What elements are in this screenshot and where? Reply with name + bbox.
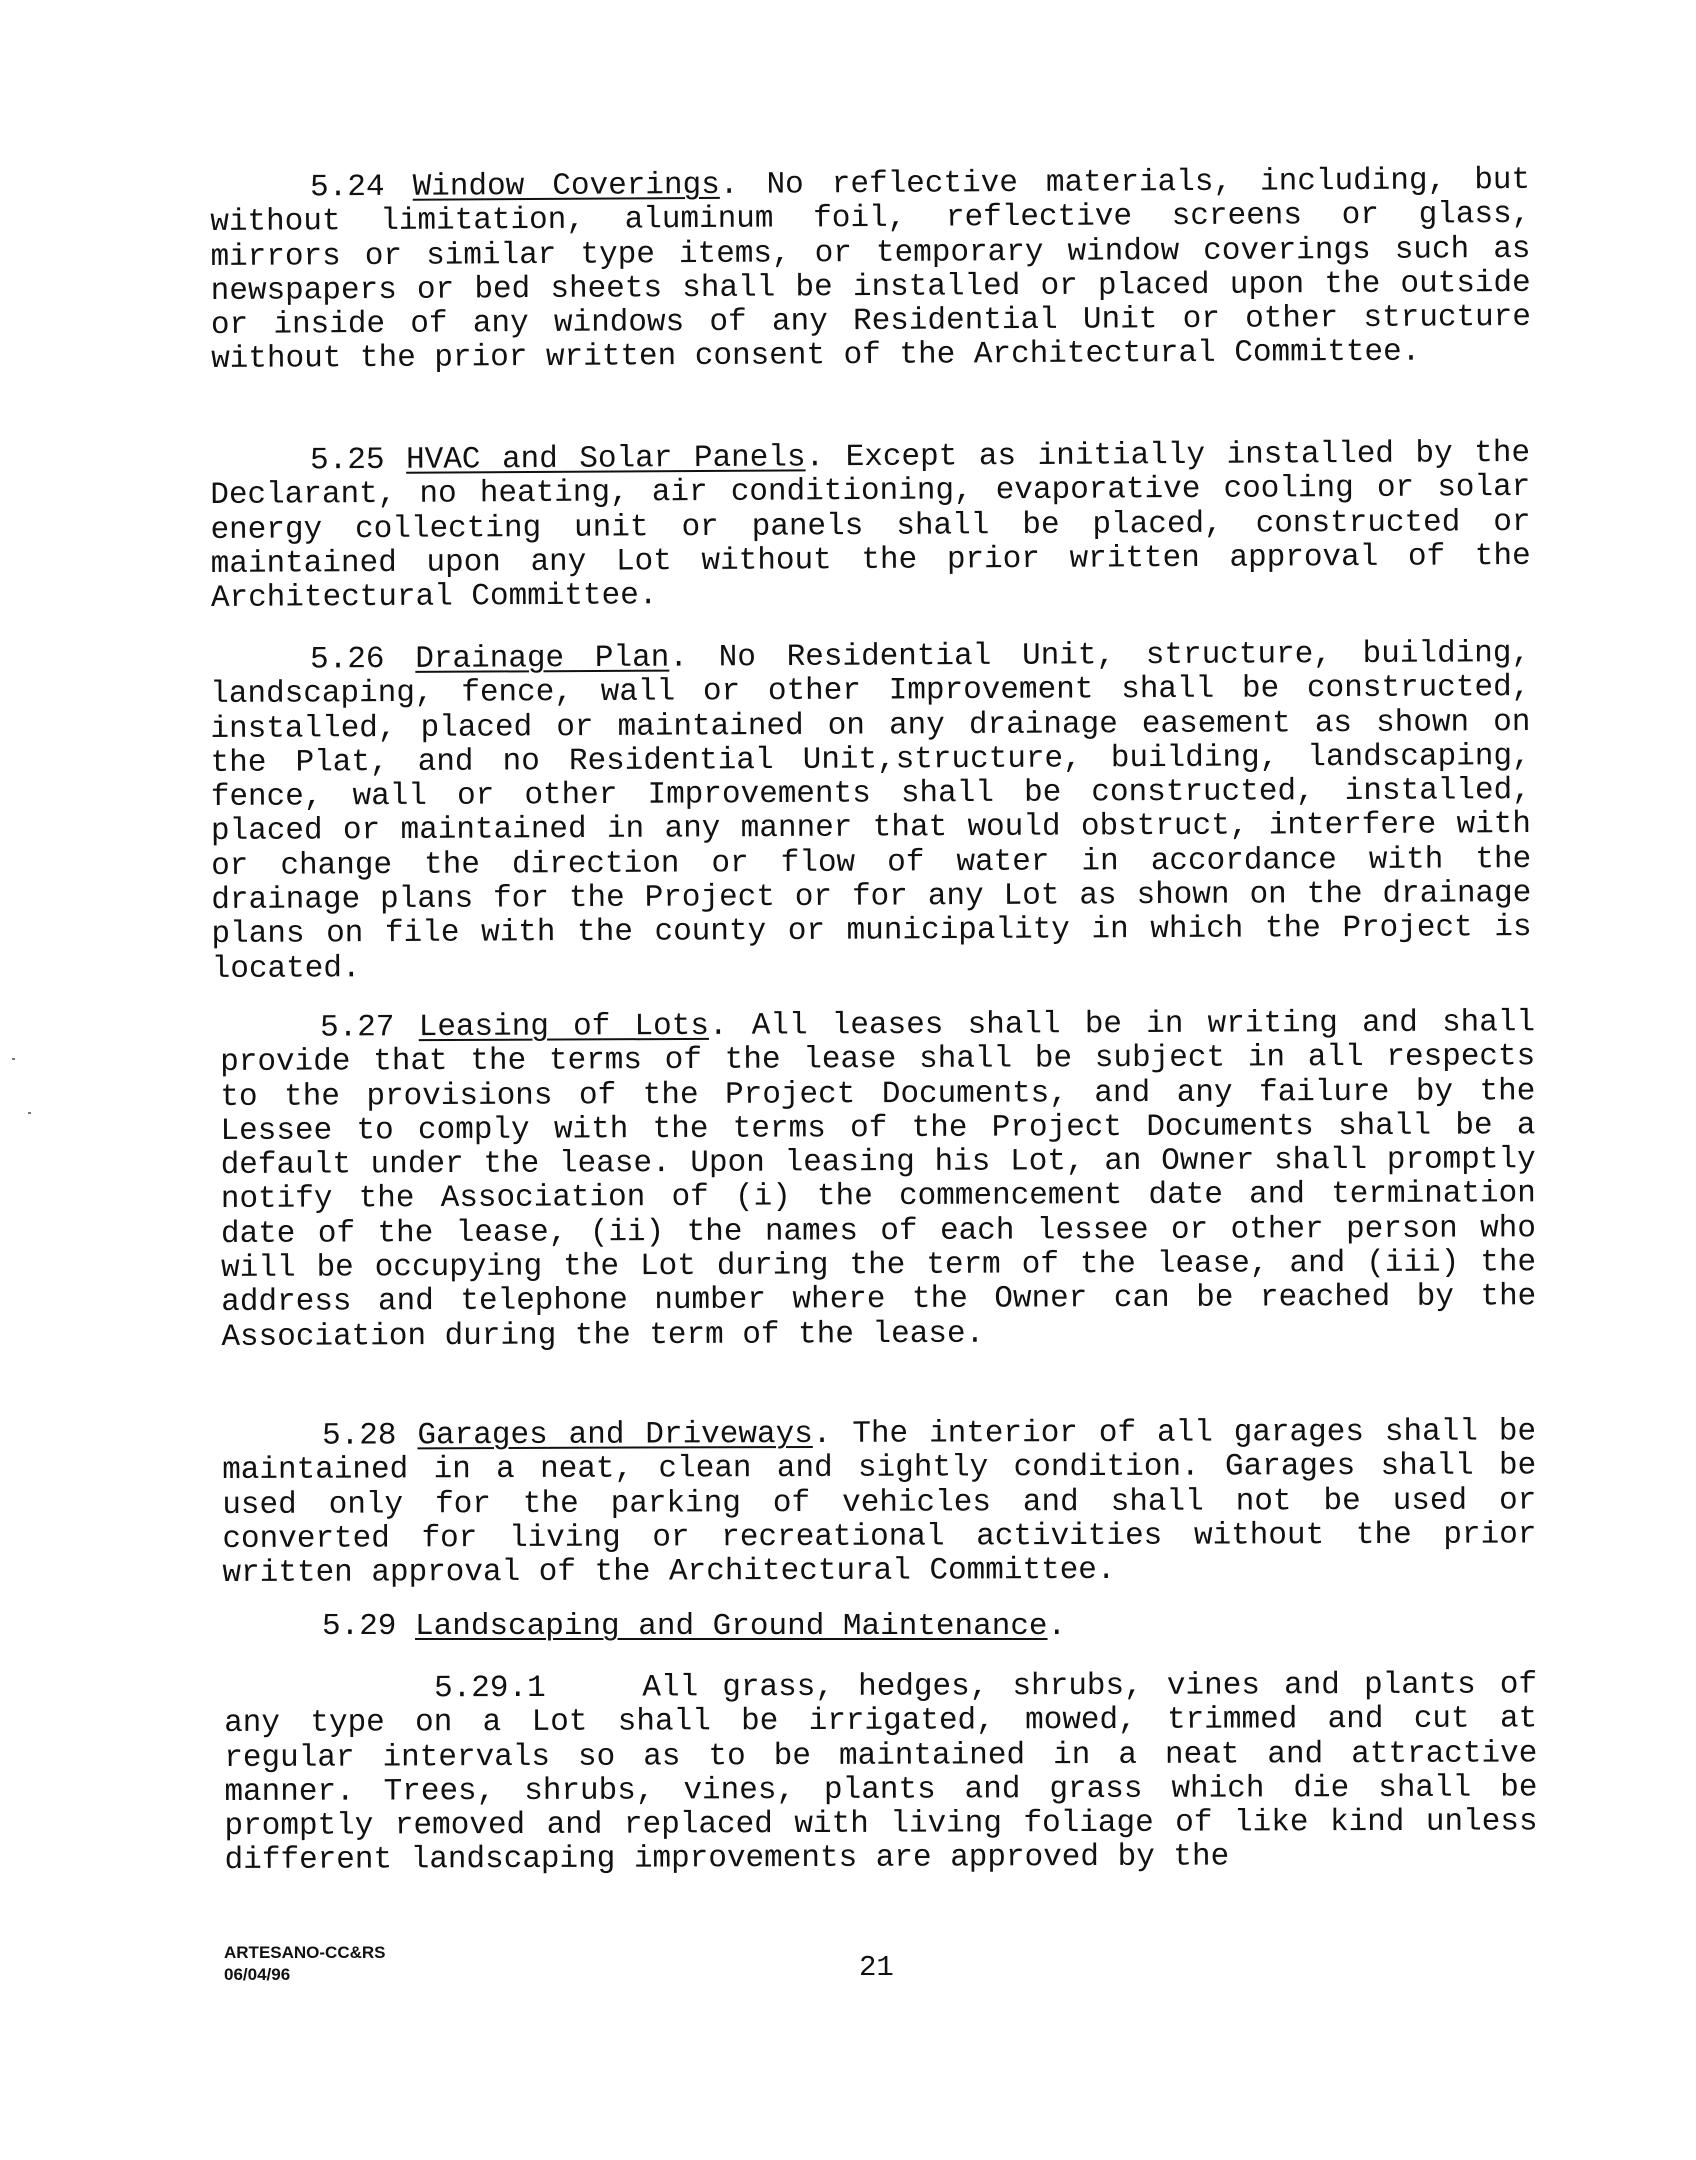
section-body: . <box>1047 1609 1067 1644</box>
section-heading: Leasing of Lots <box>418 1008 710 1046</box>
footer-doc-date: 06/04/96 <box>224 1965 291 1984</box>
section-heading: Garages and Driveways <box>417 1416 813 1454</box>
section-5-29 <box>222 1610 1536 1644</box>
section-body: . No reflective materials, including, but without limitation, aluminum foil, reflective screens or glass, mirrors or similar type items, or temporary window coverings such as newspapers or bed sheets shall be installed or placed upon the outside or inside of any windows of any Residential Unit or other structure without the prior written consent of the Architectural Committee. <box>210 162 1532 378</box>
page-number: 21 <box>859 1951 894 1984</box>
section-body: . Except as initially installed by the Declarant, no heating, air conditioning, evaporative cooling or solar energy collecting unit or panels shall be placed, constructed or maintained upon any Lot without the prior written approval of the Architectural Committee. <box>210 435 1531 617</box>
footer-doc-name: ARTESANO-CC&RS <box>224 1943 386 1962</box>
section-number: 5.29.1 <box>433 1670 546 1707</box>
section-number: 5.29 <box>322 1609 397 1644</box>
section-body: All grass, hedges, shrubs, vines and plants of any type on a Lot shall be irrigated, mowed, trimmed and cut at regular intervals so as to be maintained in a neat and attractive manner. Trees, shrubs, vines, plants and grass which die shall be promptly removed and replaced with living foliage of like kind unless different landscaping improvements are approved by the <box>224 1667 1538 1879</box>
section-heading: Drainage Plan <box>415 640 670 677</box>
section-5-29-1 <box>224 1668 1538 1878</box>
footer-document-id <box>224 1942 386 1986</box>
section-5-27 <box>220 1006 1536 1355</box>
section-number: 5.24 <box>309 169 385 206</box>
section-body: . All leases shall be in writing and shall provide that the terms of the lease shall be subject in all respects to the provisions of the Project Documents, and any failure by the Lessee to comply with the terms of the Project Documents shall be a default under the lease. Upon leasing his Lot, an Owner shall promptly notify the Association of (i) the commencement date and termination date of the lease, (ii) the names of each lessee or other person who will be occupying the Lot during the term of the lease, and (iii) the address and telephone number where the Owner can be reached by the Association during the term of the lease. <box>220 1005 1537 1355</box>
section-body: . The interior of all garages shall be maintained in a neat, clean and sightly condition. Garages shall be used only for the parking of vehicles and shall not be used or converted for living or recreational activities without the prior written approval of the Architectural Committee. <box>222 1414 1537 1592</box>
section-number: 5.27 <box>319 1010 395 1046</box>
section-5-25 <box>210 437 1531 617</box>
section-number: 5.28 <box>321 1418 397 1454</box>
section-5-28 <box>222 1415 1537 1591</box>
section-heading: HVAC and Solar Panels <box>405 440 806 478</box>
section-heading: Landscaping and Ground Maintenance <box>415 1609 1048 1644</box>
section-heading: Window Coverings <box>412 167 720 205</box>
section-5-26 <box>210 637 1532 987</box>
section-number: 5.26 <box>309 642 385 678</box>
margin-speck <box>28 1112 31 1114</box>
section-body: . No Residential Unit, structure, building, landscaping, fence, wall or other Improvement shall be constructed, installed, placed or maintained on any drainage easement as shown on the Plat, and no Residential Unit,structure, building, landscaping, fence, wall or other Improvements shall be constructed, installed, placed or maintained in any manner that would obstruct, interfere with or change the direction or flow of water in accordance with the drainage plans for the Project or for any Lot as shown on the drainage plans on file with the county or municipality in which the Project is located. <box>210 636 1532 987</box>
section-number: 5.25 <box>309 442 385 479</box>
margin-speck <box>12 1058 15 1060</box>
section-5-24 <box>210 164 1531 378</box>
